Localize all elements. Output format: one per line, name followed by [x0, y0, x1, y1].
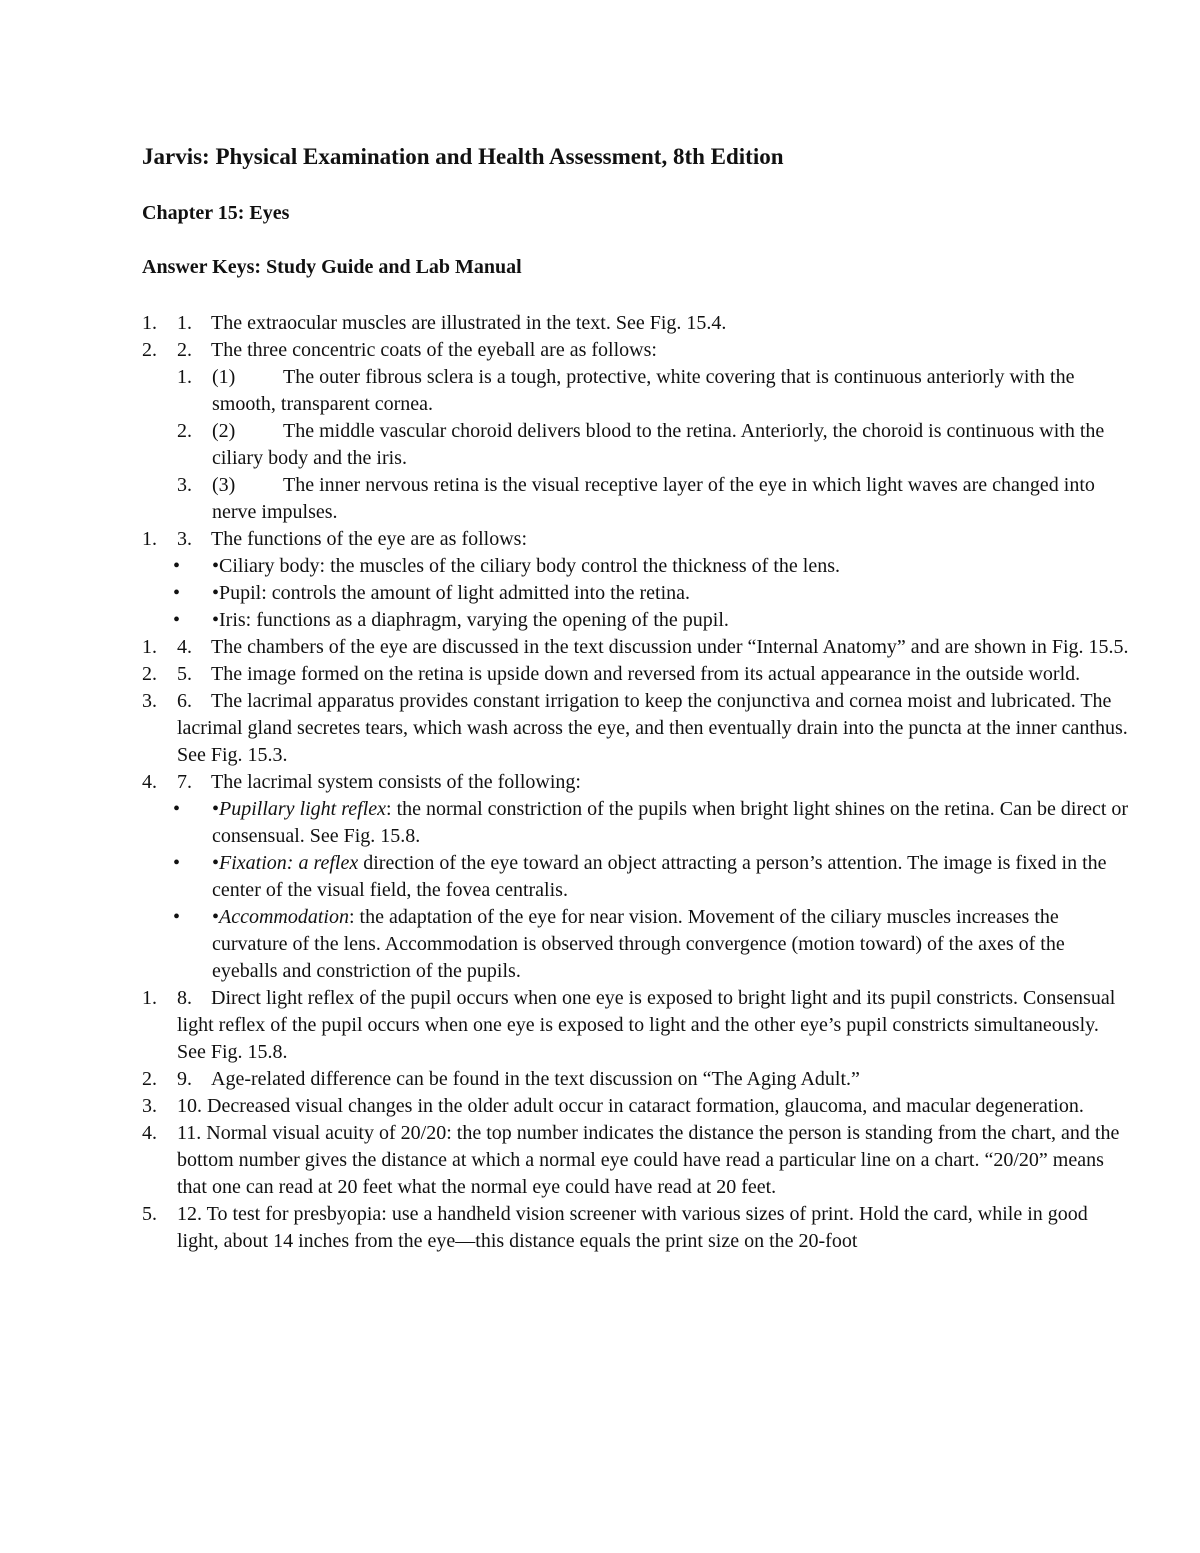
inline-bullet: • [212, 852, 220, 874]
list-marker: 3. [142, 690, 157, 712]
bullet-marker: • [173, 798, 181, 820]
term-continued: : a reflex [286, 852, 359, 874]
bullet-item [142, 553, 1132, 580]
item-number: 3. [177, 528, 192, 550]
bullet-marker: • [173, 609, 181, 631]
item-number: 9. [177, 1068, 192, 1090]
list-item [142, 1120, 1132, 1201]
item-text: Age-related difference can be found in the text discussion on “The Aging Adult.” [211, 1068, 860, 1090]
list-item [142, 526, 1132, 553]
term: Fixation [219, 852, 287, 874]
item-text: : the normal constriction of the pupils when bright light shines on the retina. Can be direct or consensual. See Fig. 15.8. [212, 798, 1129, 847]
list-item [142, 985, 1132, 1066]
item-number: (1) [212, 366, 236, 388]
list-marker: 3. [177, 474, 192, 496]
item-number: (2) [212, 420, 236, 442]
item-number: 2. [177, 339, 192, 361]
bullet-marker: • [173, 906, 181, 928]
item-text: The functions of the eye are as follows: [211, 528, 528, 550]
list-item [142, 1201, 1132, 1255]
sub-list-item [142, 364, 1132, 418]
item-number: 8. [177, 987, 192, 1009]
item-text: The lacrimal system consists of the following: [211, 771, 581, 793]
inline-bullet: • [212, 798, 220, 820]
bullet-marker: • [173, 555, 181, 577]
list-item [142, 661, 1132, 688]
sub-list-item [142, 472, 1132, 526]
list-marker: 2. [142, 1068, 157, 1090]
item-text: 11. Normal visual acuity of 20/20: the top number indicates the distance the person is standing from the chart, and the bottom number gives the distance at which a normal eye could have read a particular line on a chart. “20/20” means that one can read at 20 feet what the normal eye could have read at 20 feet. [177, 1122, 1120, 1198]
list-item [142, 337, 1132, 364]
answer-keys-heading: Answer Keys: Study Guide and Lab Manual [142, 256, 522, 278]
item-text: The middle vascular choroid delivers blood to the retina. Anteriorly, the choroid is continuous with the ciliary body and the iris. [212, 420, 1105, 469]
item-text: : the adaptation of the eye for near vision. Movement of the ciliary muscles increases the curvature of the lens. Accommodation is observed through convergence (motion toward) of the axes of the eyeballs and constriction of the pupils. [212, 906, 1065, 982]
item-number: 6. [177, 690, 192, 712]
item-text: The outer fibrous sclera is a tough, protective, white covering that is continuous anteriorly with the smooth, transparent cornea. [212, 366, 1075, 415]
item-text: 12. To test for presbyopia: use a handheld vision screener with various sizes of print. Hold the card, while in good light, about 14 inches from the eye—this distance equals the print size on the 20-foot [177, 1203, 1088, 1252]
item-number: 7. [177, 771, 192, 793]
term: Pupillary light reflex [219, 798, 387, 820]
bullet-item [142, 904, 1132, 985]
item-text: The lacrimal apparatus provides constant irrigation to keep the conjunctiva and cornea moist and lubricated. The lacrimal gland secretes tears, which wash across the eye, and then eventually drain into the puncta at the inner canthus. See Fig. 15.3. [177, 690, 1128, 766]
bullet-marker: • [173, 852, 181, 874]
list-marker: 3. [142, 1095, 157, 1117]
item-text: 10. Decreased visual changes in the older adult occur in cataract formation, glaucoma, and macular degeneration. [177, 1095, 1084, 1117]
list-item [142, 688, 1132, 769]
list-marker: 1. [142, 312, 157, 334]
bullet-item [142, 607, 1132, 634]
list-marker: 1. [142, 987, 157, 1009]
list-marker: 4. [142, 771, 157, 793]
item-text: •Iris: functions as a diaphragm, varying the opening of the pupil. [212, 609, 729, 631]
item-number: 1. [177, 312, 192, 334]
list-item [142, 634, 1132, 661]
sub-list-item [142, 418, 1132, 472]
list-item [142, 1066, 1132, 1093]
term: Accommodation [219, 906, 349, 928]
bullet-marker: • [173, 582, 181, 604]
item-text: Direct light reflex of the pupil occurs when one eye is exposed to bright light and its pupil constricts. Consensual light reflex of the pupil occurs when one eye is exposed to light and the other eye’s pupil constricts simultaneously. See Fig. 15.8. [177, 987, 1116, 1063]
item-number: 4. [177, 636, 192, 658]
item-text: •Pupil: controls the amount of light admitted into the retina. [212, 582, 691, 604]
list-marker: 1. [142, 636, 157, 658]
item-text: The chambers of the eye are discussed in the text discussion under “Internal Anatomy” and are shown in Fig. 15.5. [211, 636, 1129, 658]
document-title: Jarvis: Physical Examination and Health Assessment, 8th Edition [142, 144, 784, 169]
bullet-item [142, 796, 1132, 850]
list-item [142, 310, 1132, 337]
list-marker: 4. [142, 1122, 157, 1144]
item-number: 5. [177, 663, 192, 685]
bullet-item [142, 580, 1132, 607]
list-marker: 5. [142, 1203, 157, 1225]
item-text: The image formed on the retina is upside down and reversed from its actual appearance in the outside world. [211, 663, 1081, 685]
answer-list [142, 310, 1132, 1255]
list-marker: 2. [177, 420, 192, 442]
item-text: direction of the eye toward an object attracting a person’s attention. The image is fixed in the center of the visual field, the fovea centralis. [212, 852, 1107, 901]
chapter-heading: Chapter 15: Eyes [142, 202, 290, 224]
list-marker: 1. [177, 366, 192, 388]
item-text: The extraocular muscles are illustrated in the text. See Fig. 15.4. [211, 312, 727, 334]
bullet-item [142, 850, 1132, 904]
item-text: The inner nervous retina is the visual receptive layer of the eye in which light waves are changed into nerve impulses. [212, 474, 1095, 523]
list-item [142, 1093, 1132, 1120]
item-number: (3) [212, 474, 236, 496]
list-item [142, 769, 1132, 796]
item-text: The three concentric coats of the eyeball are as follows: [211, 339, 657, 361]
list-marker: 2. [142, 663, 157, 685]
list-marker: 2. [142, 339, 157, 361]
item-text: •Ciliary body: the muscles of the ciliary body control the thickness of the lens. [212, 555, 840, 577]
list-marker: 1. [142, 528, 157, 550]
inline-bullet: • [212, 906, 220, 928]
